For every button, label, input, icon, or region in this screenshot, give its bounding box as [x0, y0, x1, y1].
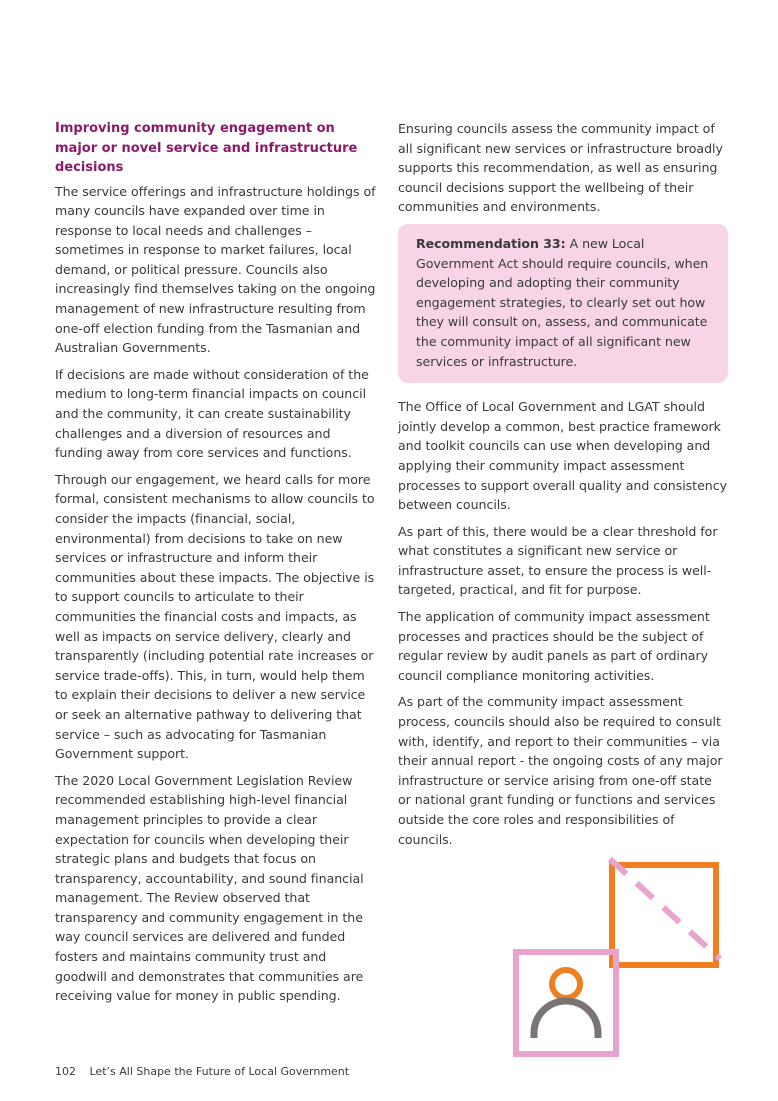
paragraph: If decisions are made without consideration of the medium to long-term financial impacts on council and the community, it can create sustainability challenges and a diversion of resources and funding away from core services and functions. [55, 366, 369, 461]
page-footer [55, 1065, 349, 1078]
recommendation-body: A new Local Government Act should require councils, when developing and adopting their community engagement strategies, to clearly set out how they will consult on, assess, and communicate the community impact of all significant new services or infrastructure. [416, 235, 709, 369]
paragraph: Ensuring councils assess the community impact of all significant new services or infrastructure broadly supports this recommendation, as well as ensuring council decisions support the wellbeing of their communities and environments. [398, 121, 723, 215]
left-column [55, 119, 380, 1013]
paragraph: As part of the community impact assessment process, councils should also be required to consult with, identify, and report to their communities – via their annual report - the ongoing costs of any major infrastructure or service arising from one-off state or national grant funding or functions and services outside the core roles and responsibilities of councils. [398, 694, 723, 847]
paragraph: The service offerings and infrastructure holdings of many councils have expanded over time in response to local needs and challenges – sometimes in response to market failures, local demand, or political pressure. Councils also increasingly find themselves taking on the ongoing management of new infrastructure resulting from one-off election funding from the Tasmanian and Australian Governments. [55, 183, 376, 356]
recommendation-box [398, 224, 728, 383]
paragraph: The application of community impact assessment processes and practices should be the subject of regular review by audit panels as part of ordinary council compliance monitoring activities. [398, 609, 710, 683]
right-column [398, 119, 728, 856]
paragraph: As part of this, there would be a clear threshold for what constitutes a significant new service or infrastructure asset, to ensure the process is well-targeted, practical, and fit for purpose. [398, 523, 718, 598]
decorative-graphic [510, 855, 730, 1069]
paragraph: The 2020 Local Government Legislation Review recommended establishing high-level financial management principles to provide a clear expectation for councils when developing their strategic plans and budgets that focus on transparency, accountability, and sound financial management. The Review observed that transparency and community engagement in the way council services are delivered and funded fosters and maintains community trust and goodwill and demonstrates that communities are receiving value for money in public spending. [55, 772, 364, 1004]
paragraph: The Office of Local Government and LGAT should jointly develop a common, best practice framework and toolkit councils can use when developing and applying their community impact assessment processes to support overall quality and consistency between councils. [398, 399, 727, 513]
decorative-squares [510, 855, 730, 1065]
person-icon [534, 970, 598, 1038]
footer-title: Let’s All Shape the Future of Local Government [89, 1065, 350, 1078]
page-number: 102 [55, 1065, 76, 1078]
section-heading: Improving community engagement on major or novel service and infrastructure decisions [55, 121, 358, 175]
dashed-diagonal [610, 859, 720, 959]
recommendation-label: Recommendation 33: [416, 235, 566, 251]
recommendation-text [416, 234, 712, 371]
orange-square [612, 865, 716, 965]
paragraph: Through our engagement, we heard calls for more formal, consistent mechanisms to allow councils to consider the impacts (financial, social, environmental) from decisions to take on new services or infrastructure and inform their communities about these impacts. The objective is to support councils to articulate to their communities the financial costs and impacts, as well as impacts on service delivery, clearly and transparently (including potential rate increases or service trade-offs). This, in turn, would help them to explain their decisions to deliver a new service or seek an alternative pathway to delivering that service – such as advocating for Tasmanian Government support. [55, 471, 375, 762]
